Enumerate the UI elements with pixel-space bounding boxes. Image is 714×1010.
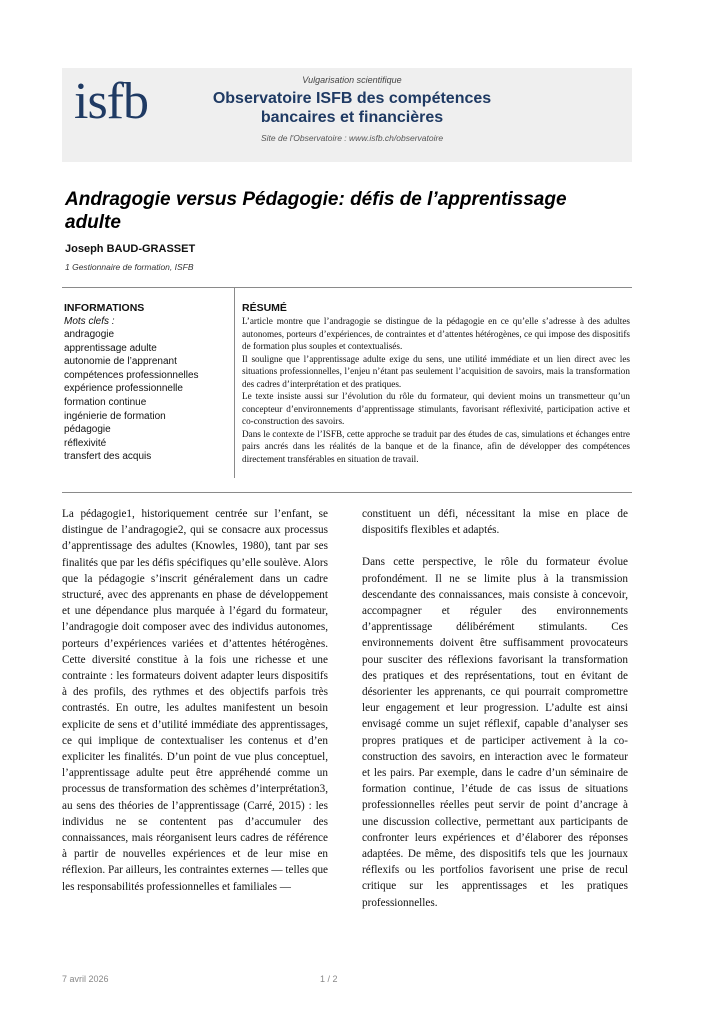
article-title: Andragogie versus Pédagogie: défis de l’apprentissage adulte xyxy=(65,189,567,233)
info-heading: INFORMATIONS xyxy=(64,302,145,314)
abstract-paragraph: Dans le contexte de l’ISFB, cette approche se traduit par des études de cas, simulations et échanges entre pairs ancrés dans les réalités de la banque et de la finance, afin de développer des compétences directement transférables en situation de travail. xyxy=(242,428,630,464)
abstract-paragraph: Le texte insiste aussi sur l’évolution du rôle du formateur, qui devient moins un transmetteur qu’un concepteur d’environnements d’apprentissage stimulants, favorisant réflexivité, participation active et co-construction des savoirs. xyxy=(242,391,630,426)
keyword-item: transfert des acquis xyxy=(64,451,152,463)
footer-date: 7 avril 2026 xyxy=(62,974,109,984)
author-affiliation: 1 Gestionnaire de formation, ISFB xyxy=(65,262,194,272)
keyword-item: andragogie xyxy=(64,329,115,340)
abstract-paragraph: L’article montre que l’andragogie se distingue de la pédagogie en ce qu’elle s’adresse à des adultes autonomes, porteurs d’expériences, de contraintes et d’attentes hétérogènes, ce qui impose des dispositifs de formation plus souples et contextualisés. xyxy=(242,316,630,351)
keyword-item: compétences professionnelles xyxy=(64,369,199,381)
keyword-item: ingénierie de formation xyxy=(64,410,166,422)
body-paragraph: Dans cette perspective, le rôle du formateur évolue profondément. Il ne se limite plus à la transmission descendante des connaissances, mais consiste à concevoir, accompagner et réguler des environnements d’apprentissage délibérément stimulants. Ces environnements doivent être suffisamment provocateurs pour susciter des réflexions favorisant la transformation des pratiques et des représentations, tout en évitant de désorienter les apprenants, ce qui pourrait compromettre leur engagement et leur progression. L’adulte est ainsi envisagé comme un sujet réflexif, capable d’analyser ses propres pratiques et de participer activement à la co-construction des savoirs, en interaction avec le formateur et les pairs. Par exemple, dans le cadre d’un séminaire de formation continue, l’étude de cas issus de situations professionnelles réelles peut servir de point d’ancrage à une discussion collective, permettant aux participants de confronter leurs expériences et d’élaborer des réponses adaptées. De même, des dispositifs tels que les journaux réflexifs ou les portfolios favorisent une prise de recul critique sur les apprentissages et les pratiques professionnelles. xyxy=(362,556,628,909)
body-column-left xyxy=(62,506,328,895)
keyword-item: pédagogie xyxy=(64,424,111,436)
body-paragraph: constituent un défi, nécessitant la mise en place de dispositifs flexibles et adaptés. xyxy=(362,508,628,537)
info-column xyxy=(64,302,232,464)
keyword-item: expérience professionnelle xyxy=(64,383,183,395)
column-divider xyxy=(234,288,235,478)
paragraph-gap xyxy=(362,538,628,554)
observatory-title xyxy=(202,89,502,127)
isfb-logo: isfb xyxy=(74,73,148,130)
observatory-site: Site de l'Observatoire : www.isfb.ch/observatoire xyxy=(260,133,444,143)
keyword-item: autonomie de l’apprenant xyxy=(64,356,177,368)
info-abstract-box xyxy=(62,287,632,493)
article-author: Joseph BAUD-GRASSET xyxy=(65,243,196,255)
observatory-title-line1: Observatoire ISFB des compétences xyxy=(212,90,492,107)
observatory-title-line2: bancaires et financières xyxy=(260,109,444,126)
banner-kicker: Vulgarisation scientifique xyxy=(302,75,402,85)
keyword-item: apprentissage adulte xyxy=(64,342,157,354)
abstract-heading: RÉSUMÉ xyxy=(242,302,287,314)
body-paragraph: La pédagogie1, historiquement centrée sur l’enfant, se distingue de l’andragogie2, qui se consacre aux processus d’apprentissage des adultes (Knowles, 1980), tant par ses finalités que par les défis spécifiques qu’elle soulève. Alors que la pédagogie s’inscrit généralement dans un cadre structuré, avec des apprenants en phase de développement et une dépendance plus marquée à l’égard du formateur, l’andragogie doit composer avec des individus autonomes, porteurs d’expériences variées et d’attentes hétérogènes. Cette diversité constitue à la fois une richesse et une contrainte : les formateurs doivent adapter leurs dispositifs à des profils, des rythmes et des objectifs parfois très contrastés. En outre, les adultes manifestent un besoin explicite de sens et d’utilité immédiate des apprentissages, ce qui implique de contextualiser les contenus et d’en expliciter les finalités. D’un point de vue plus conceptuel, l’apprentissage adulte peut être appréhendé comme un processus de transformation des schèmes d’interprétation3, au sens des théories de l’apprentissage (Carré, 2015) : les individus ne se contentent pas d’accumuler des connaissances, mais réorganisent leurs cadres de référence à partir de nouvelles expériences et de leur mise en réflexion. Par ailleurs, les contraintes externes — telles que les responsabilités professionnelles et familiales — xyxy=(62,508,328,893)
header-banner xyxy=(62,68,632,162)
keywords-list xyxy=(64,328,232,464)
banner-text xyxy=(202,75,502,143)
keyword-item: formation continue xyxy=(64,396,147,408)
keywords-label: Mots clefs : xyxy=(64,316,115,327)
abstract-column xyxy=(242,302,630,465)
footer-page-number: 1 / 2 xyxy=(320,974,338,984)
body-column-right xyxy=(362,506,628,911)
keyword-item: réflexivité xyxy=(64,437,107,449)
abstract-paragraph: Il souligne que l’apprentissage adulte exige du sens, une utilité immédiate et un lien direct avec les situations professionnelles, l’enjeu n’étant pas seulement l’acquisition de savoirs, mais la transformation des cadres d’interprétation et des pratiques. xyxy=(242,353,630,389)
